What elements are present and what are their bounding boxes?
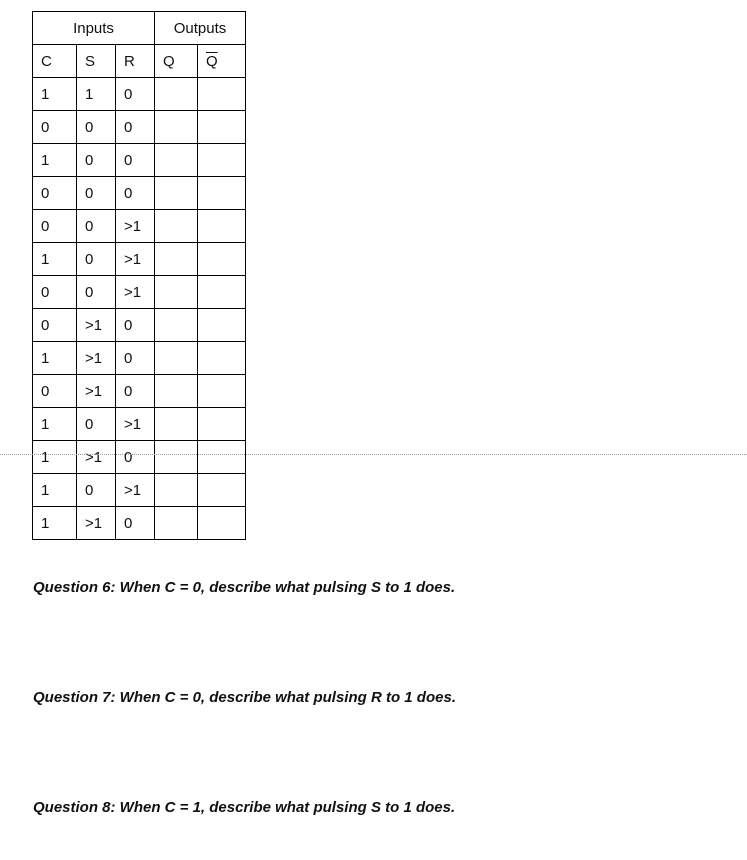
cell-q-bar[interactable] bbox=[198, 276, 246, 309]
cell-q-bar[interactable] bbox=[198, 210, 246, 243]
column-header-row bbox=[33, 45, 246, 78]
table-row bbox=[33, 408, 246, 441]
cell-c: 0 bbox=[33, 177, 77, 210]
cell-r: 0 bbox=[116, 441, 155, 474]
cell-r: >1 bbox=[116, 276, 155, 309]
cell-q-bar[interactable] bbox=[198, 243, 246, 276]
cell-q-bar[interactable] bbox=[198, 342, 246, 375]
table-row bbox=[33, 210, 246, 243]
cell-s: 0 bbox=[77, 210, 116, 243]
cell-s: 0 bbox=[77, 276, 116, 309]
cell-q-bar[interactable] bbox=[198, 177, 246, 210]
cell-c: 1 bbox=[33, 144, 77, 177]
cell-q[interactable] bbox=[155, 144, 198, 177]
cell-s: >1 bbox=[77, 441, 116, 474]
column-header-c: C bbox=[33, 45, 77, 78]
table-row bbox=[33, 375, 246, 408]
cell-c: 0 bbox=[33, 111, 77, 144]
cell-r: 0 bbox=[116, 507, 155, 540]
column-header-q-bar: $\overline{Q}$ bbox=[198, 45, 246, 78]
cell-q[interactable] bbox=[155, 210, 198, 243]
cell-s: >1 bbox=[77, 507, 116, 540]
cell-q-bar[interactable] bbox=[198, 144, 246, 177]
cell-c: 0 bbox=[33, 375, 77, 408]
column-header-s: S bbox=[77, 45, 116, 78]
cell-r: 0 bbox=[116, 111, 155, 144]
cell-s: >1 bbox=[77, 375, 116, 408]
cell-s: >1 bbox=[77, 309, 116, 342]
cell-r: 0 bbox=[116, 78, 155, 111]
cell-s: 0 bbox=[77, 408, 116, 441]
cell-r: 0 bbox=[116, 309, 155, 342]
table-row bbox=[33, 441, 246, 474]
cell-c: 1 bbox=[33, 441, 77, 474]
cell-q[interactable] bbox=[155, 375, 198, 408]
cell-q-bar[interactable] bbox=[198, 507, 246, 540]
cell-s: 0 bbox=[77, 474, 116, 507]
cell-q-bar[interactable] bbox=[198, 474, 246, 507]
table-row bbox=[33, 507, 246, 540]
column-header-r: R bbox=[116, 45, 155, 78]
table-row bbox=[33, 309, 246, 342]
cell-s: 0 bbox=[77, 144, 116, 177]
page-break-line bbox=[0, 454, 747, 455]
group-header-row bbox=[33, 12, 246, 45]
table-row bbox=[33, 78, 246, 111]
table-row bbox=[33, 111, 246, 144]
cell-c: 0 bbox=[33, 309, 77, 342]
cell-q[interactable] bbox=[155, 78, 198, 111]
cell-q[interactable] bbox=[155, 276, 198, 309]
cell-r: >1 bbox=[116, 474, 155, 507]
cell-r: 0 bbox=[116, 177, 155, 210]
table-row bbox=[33, 177, 246, 210]
cell-q[interactable] bbox=[155, 111, 198, 144]
cell-c: 0 bbox=[33, 210, 77, 243]
cell-c: 1 bbox=[33, 408, 77, 441]
cell-s: 0 bbox=[77, 177, 116, 210]
cell-r: >1 bbox=[116, 243, 155, 276]
cell-q[interactable] bbox=[155, 507, 198, 540]
cell-q-bar[interactable] bbox=[198, 309, 246, 342]
cell-q[interactable] bbox=[155, 474, 198, 507]
cell-c: 1 bbox=[33, 474, 77, 507]
cell-s: 0 bbox=[77, 111, 116, 144]
column-header-q: Q bbox=[155, 45, 198, 78]
question-6: Question 6: When C = 0, describe what pulsing S to 1 does. bbox=[33, 579, 456, 596]
cell-s: 1 bbox=[77, 78, 116, 111]
cell-r: >1 bbox=[116, 408, 155, 441]
cell-q-bar[interactable] bbox=[198, 375, 246, 408]
cell-s: 0 bbox=[77, 243, 116, 276]
inputs-group-header: Inputs bbox=[33, 12, 155, 45]
cell-q-bar[interactable] bbox=[198, 78, 246, 111]
cell-r: >1 bbox=[116, 210, 155, 243]
cell-q-bar[interactable] bbox=[198, 408, 246, 441]
table-row bbox=[33, 144, 246, 177]
cell-c: 0 bbox=[33, 276, 77, 309]
table-row bbox=[33, 474, 246, 507]
cell-c: 1 bbox=[33, 507, 77, 540]
cell-r: 0 bbox=[116, 144, 155, 177]
question-7: Question 7: When C = 0, describe what pulsing R to 1 does. bbox=[33, 689, 456, 706]
cell-q[interactable] bbox=[155, 408, 198, 441]
cell-q[interactable] bbox=[155, 342, 198, 375]
table-row bbox=[33, 243, 246, 276]
table-row bbox=[33, 342, 246, 375]
cell-s: >1 bbox=[77, 342, 116, 375]
cell-c: 1 bbox=[33, 78, 77, 111]
truth-table bbox=[32, 11, 246, 540]
cell-c: 1 bbox=[33, 243, 77, 276]
cell-q-bar[interactable] bbox=[198, 111, 246, 144]
cell-q[interactable] bbox=[155, 309, 198, 342]
cell-q[interactable] bbox=[155, 177, 198, 210]
table-row bbox=[33, 276, 246, 309]
cell-r: 0 bbox=[116, 342, 155, 375]
cell-q[interactable] bbox=[155, 243, 198, 276]
cell-q[interactable] bbox=[155, 441, 198, 474]
cell-q-bar[interactable] bbox=[198, 441, 246, 474]
outputs-group-header: Outputs bbox=[155, 12, 246, 45]
cell-c: 1 bbox=[33, 342, 77, 375]
cell-r: 0 bbox=[116, 375, 155, 408]
question-8: Question 8: When C = 1, describe what pulsing S to 1 does. bbox=[33, 799, 456, 816]
